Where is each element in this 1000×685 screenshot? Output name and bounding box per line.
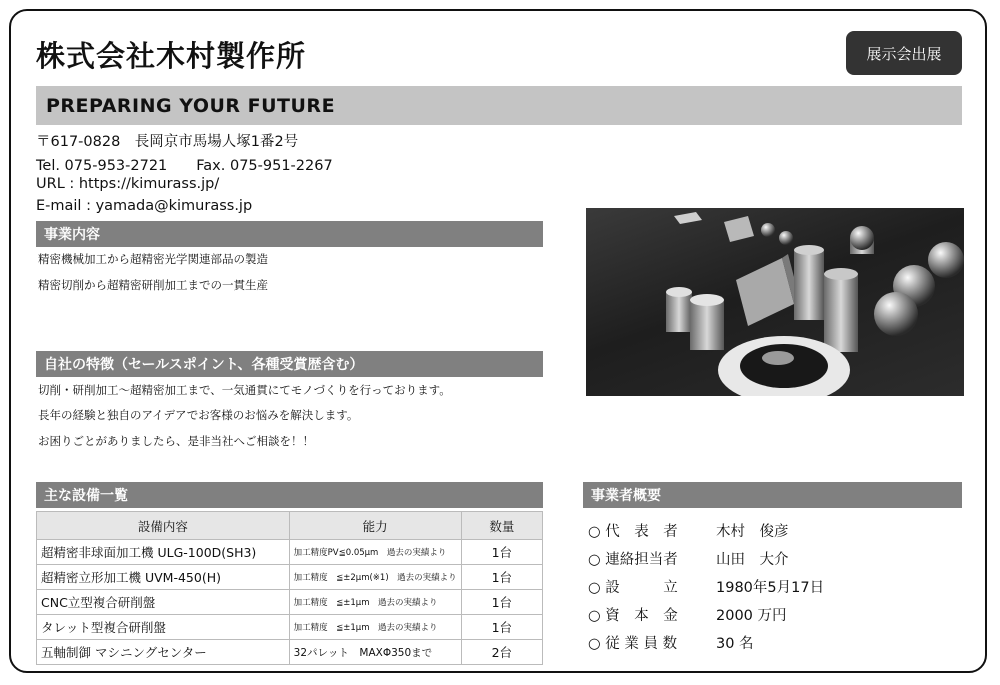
profile-label: ○ 資 本 金 xyxy=(588,608,678,624)
equipment-heading: 主な設備一覧 xyxy=(36,482,543,508)
tagline-banner: PREPARING YOUR FUTURE xyxy=(36,86,962,125)
profile-value: 木村 俊彦 xyxy=(716,524,789,540)
equipment-name: CNC立型複合研削盤 xyxy=(37,590,290,615)
features-line: 長年の経験と独自のアイデアでお客様のお悩みを解決します。 xyxy=(38,408,359,422)
precision-parts-image xyxy=(586,208,964,396)
column-header: 能力 xyxy=(289,512,461,540)
profile-value: 30 名 xyxy=(716,636,754,652)
equipment-capacity: 加工精度PV≦0.05μm 過去の実績より xyxy=(289,540,461,565)
equipment-quantity: 1台 xyxy=(461,540,542,565)
equipment-table xyxy=(36,511,543,665)
equipment-capacity: 32パレット MAXΦ350まで xyxy=(289,640,461,665)
column-header: 数量 xyxy=(461,512,542,540)
table-header-row xyxy=(37,512,543,540)
features-line: 切削・研削加工～超精密加工まで、一気通貫にてモノづくりを行っております。 xyxy=(38,383,451,397)
table-row xyxy=(37,590,543,615)
equipment-capacity: 加工精度 ≦±2μm(※1) 過去の実績より xyxy=(289,565,461,590)
profile-label: ○ 代 表 者 xyxy=(588,524,678,540)
company-name: 株式会社木村製作所 xyxy=(36,39,307,73)
equipment-name: 超精密立形加工機 UVM-450(H) xyxy=(37,565,290,590)
table-row xyxy=(37,540,543,565)
profile-value: 1980年5月17日 xyxy=(716,580,825,596)
profile-value: 2000 万円 xyxy=(716,608,787,624)
features-line: お困りごとがありましたら、是非当社へご相談を！！ xyxy=(38,434,314,448)
profile-label: ○ 従 業 員 数 xyxy=(588,636,678,652)
equipment-name: タレット型複合研削盤 xyxy=(37,615,290,640)
phone-fax: Tel. 075-953-2721 Fax. 075-951-2267 xyxy=(36,158,333,174)
profile-label: ○ 連絡担当者 xyxy=(588,552,678,568)
profile-row-capital xyxy=(588,604,787,625)
profile-row-employees xyxy=(588,632,754,653)
table-row xyxy=(37,565,543,590)
equipment-name: 超精密非球面加工機 ULG-100D(SH3) xyxy=(37,540,290,565)
profile-heading: 事業者概要 xyxy=(583,482,962,508)
business-heading: 事業内容 xyxy=(36,221,543,247)
product-photo xyxy=(586,208,964,396)
email-link[interactable]: E-mail : yamada@kimurass.jp xyxy=(36,198,253,214)
equipment-quantity: 1台 xyxy=(461,565,542,590)
profile-row-founded xyxy=(588,576,824,597)
profile-label: ○ 設 立 xyxy=(588,580,678,596)
profile-row-contact xyxy=(588,548,789,569)
equipment-quantity: 1台 xyxy=(461,615,542,640)
features-heading: 自社の特徴（セールスポイント、各種受賞歴含む） xyxy=(36,351,543,377)
profile-row-representative xyxy=(588,520,789,541)
equipment-name: 五軸制御 マシニングセンター xyxy=(37,640,290,665)
table-row xyxy=(37,640,543,665)
equipment-quantity: 2台 xyxy=(461,640,542,665)
equipment-capacity: 加工精度 ≦±1μm 過去の実績より xyxy=(289,615,461,640)
column-header: 設備内容 xyxy=(37,512,290,540)
expo-button[interactable]: 展示会出展 xyxy=(846,31,962,75)
equipment-capacity: 加工精度 ≦±1μm 過去の実績より xyxy=(289,590,461,615)
business-line: 精密機械加工から超精密光学関連部品の製造 xyxy=(38,252,268,266)
business-line: 精密切削から超精密研削加工までの一貫生産 xyxy=(38,278,268,292)
table-row xyxy=(37,615,543,640)
equipment-quantity: 1台 xyxy=(461,590,542,615)
website-link[interactable]: URL : https://kimurass.jp/ xyxy=(36,176,220,192)
address: 〒617-0828 長岡京市馬場人塚1番2号 xyxy=(36,134,299,150)
profile-value: 山田 大介 xyxy=(716,552,789,568)
